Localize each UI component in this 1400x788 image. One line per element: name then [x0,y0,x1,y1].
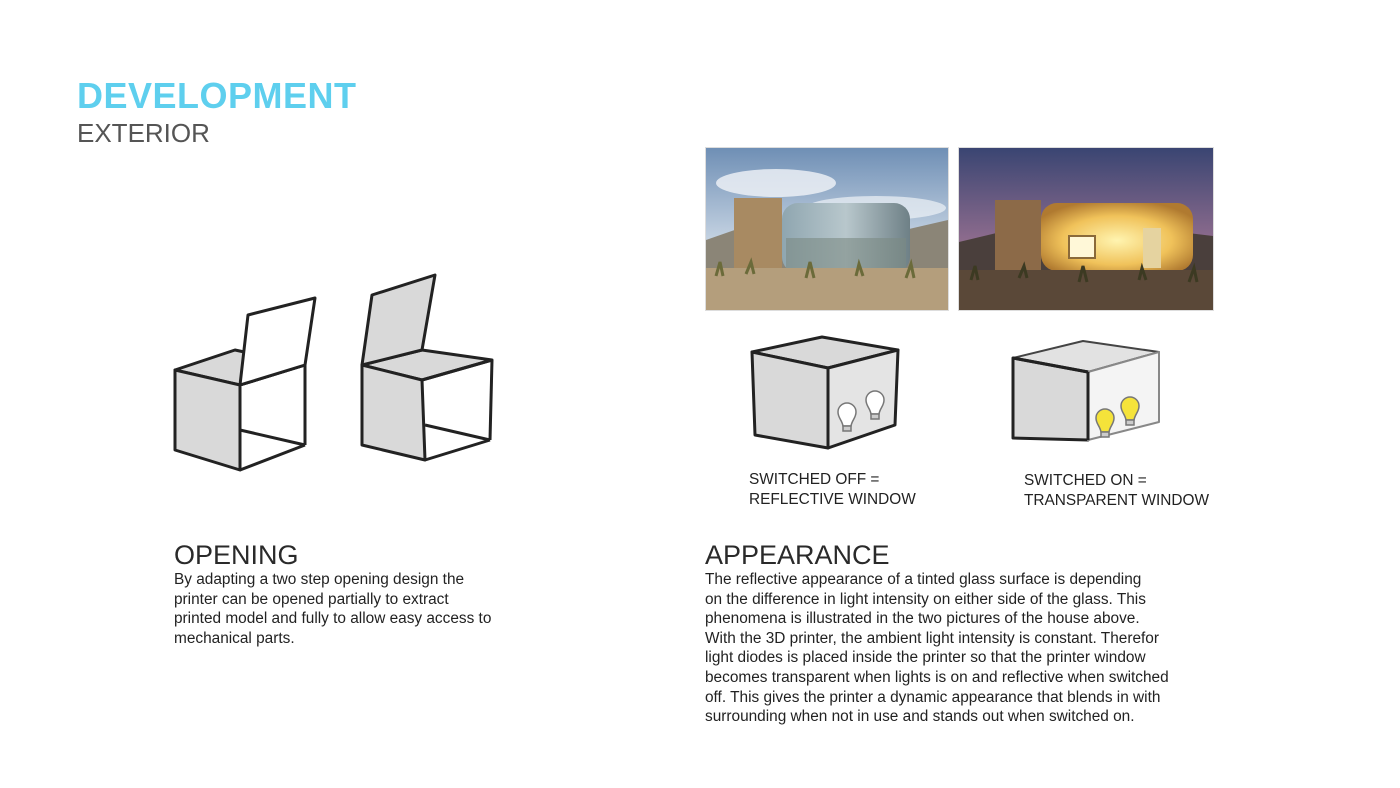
appearance-line: becomes transparent when lights is on and reflective when switched [705,668,1169,686]
appearance-line: surrounding when not in use and stands out when switched on. [705,708,1135,726]
caption-off-line2: REFLECTIVE WINDOW [749,490,916,508]
caption-switched-on [1024,471,1209,510]
box-partially-open-drawing [175,298,315,470]
opening-line: By adapting a two step opening design the [174,571,465,588]
opening-body [174,570,554,648]
appearance-line: The reflective appearance of a tinted glass surface is depending [705,571,1142,588]
caption-off-line1: SWITCHED OFF = [749,471,880,488]
appearance-line: on the difference in light intensity on either side of the glass. This [705,590,1146,608]
caption-on-line2: TRANSPARENT WINDOW [1024,491,1209,509]
page-subtitle: EXTERIOR [77,118,210,148]
house-photo-day [705,147,949,311]
appearance-line: phenomena is illustrated in the two pictures of the house above. [705,610,1140,628]
page-title: DEVELOPMENT [77,75,357,116]
switch-state-diagram [740,325,1170,455]
opening-line: printed model and fully to allow easy access to [174,610,492,628]
box-fully-open-drawing [362,275,492,460]
appearance-line: With the 3D printer, the ambient light intensity is constant. Therefor [705,629,1159,647]
opening-line: mechanical parts. [174,629,295,647]
appearance-line: off. This gives the printer a dynamic appearance that blends in with [705,688,1161,706]
house-photo-night [958,147,1214,311]
caption-switched-off [749,470,916,509]
opening-heading: OPENING [174,540,299,570]
appearance-body [705,570,1265,727]
opening-diagram [160,265,520,485]
appearance-line: light diodes is placed inside the printer so that the printer window [705,649,1146,667]
appearance-heading: APPEARANCE [705,540,890,570]
box-switched-on-drawing [1013,341,1159,440]
opening-line: printer can be opened partially to extract [174,590,449,608]
caption-on-line1: SWITCHED ON = [1024,472,1147,489]
